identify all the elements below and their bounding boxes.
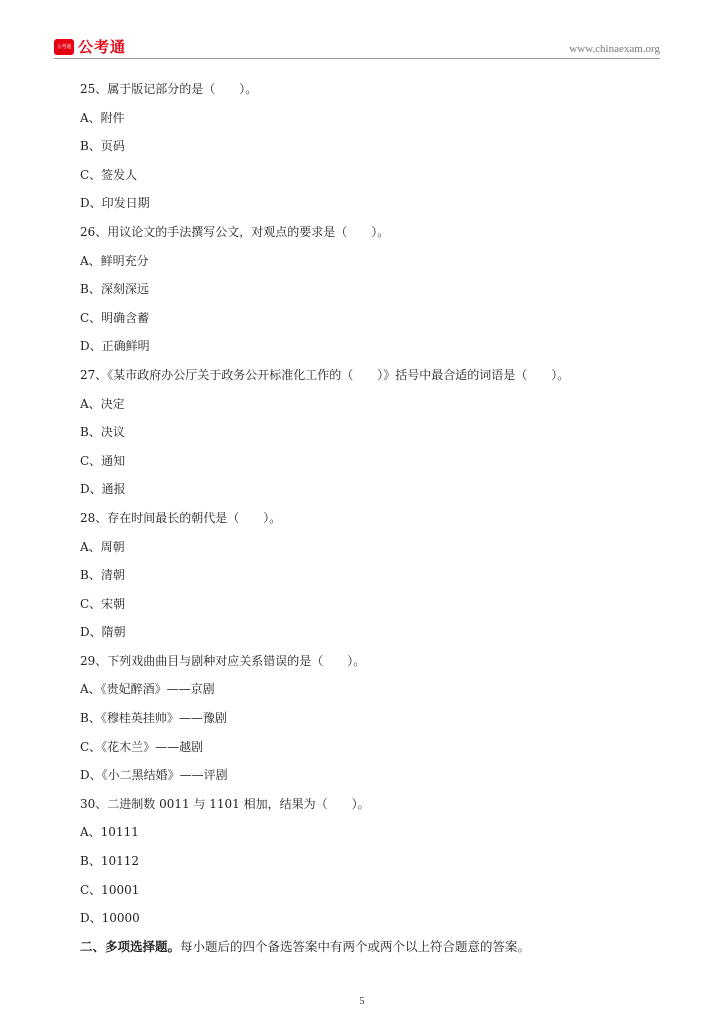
header-divider (54, 58, 660, 59)
question-27: 27、《某市政府办公厅关于政务公开标准化工作的（ ）》括号中最合适的词语是（ ）。 (80, 367, 570, 382)
question-28: 28、存在时间最长的朝代是（ ）。 (80, 510, 282, 525)
option-30-b: B、10112 (80, 854, 139, 869)
option-30-d: D、10000 (80, 911, 140, 926)
option-27-a: A、决定 (80, 396, 125, 411)
question-26: 26、用议论文的手法撰写公文，对观点的要求是（ ）。 (80, 224, 390, 239)
question-25: 25、属于版记部分的是（ ）。 (80, 82, 258, 96)
option-26-c: C、明确含蓄 (80, 310, 150, 325)
option-30-c: C、10001 (80, 882, 140, 897)
option-29-b: B、《穆桂英挂帅》——豫剧 (80, 711, 227, 726)
section-title: 二、多项选择题。 (80, 938, 181, 954)
question-30: 30、二进制数 0011 与 1101 相加，结果为（ ）。 (80, 796, 370, 811)
page-number: 5 (359, 996, 365, 1007)
option-25-d: D、印发日期 (80, 196, 150, 211)
option-28-a: A、周朝 (80, 539, 125, 554)
question-29: 29、下列戏曲曲目与剧种对应关系错误的是（ ）。 (80, 653, 366, 668)
page-header (54, 34, 660, 58)
option-28-d: D、隋朝 (80, 625, 126, 640)
section-heading (80, 937, 660, 966)
option-25-a: A、附件 (80, 110, 125, 125)
option-28-b: B、清朝 (80, 568, 125, 583)
option-28-c: C、宋朝 (80, 596, 126, 611)
option-25-b: B、页码 (80, 139, 125, 154)
option-26-a: A、鲜明充分 (80, 253, 149, 268)
option-25-c: C、签发人 (80, 167, 138, 182)
option-29-a: A、《贵妃醉酒》——京剧 (80, 682, 215, 697)
logo-badge: 公考通 (54, 39, 74, 55)
option-27-d: D、通报 (80, 482, 126, 497)
option-27-c: C、通知 (80, 453, 126, 468)
option-27-b: B、决议 (80, 425, 125, 440)
section-description: 每小题后的四个备选答案中有两个或两个以上符合题意的答案。 (180, 938, 531, 954)
site-url: www.chinaexam.org (569, 43, 660, 55)
option-26-b: B、深刻深远 (80, 282, 149, 297)
question-list (80, 79, 660, 965)
option-26-d: D、正确鲜明 (80, 339, 150, 354)
logo-text: 公考通 (78, 38, 127, 56)
brand-logo (54, 36, 126, 57)
option-30-a: A、10111 (80, 825, 139, 840)
option-29-c: C、《花木兰》——越剧 (80, 739, 204, 754)
option-29-d: D、《小二黑结婚》——评剧 (80, 768, 228, 783)
